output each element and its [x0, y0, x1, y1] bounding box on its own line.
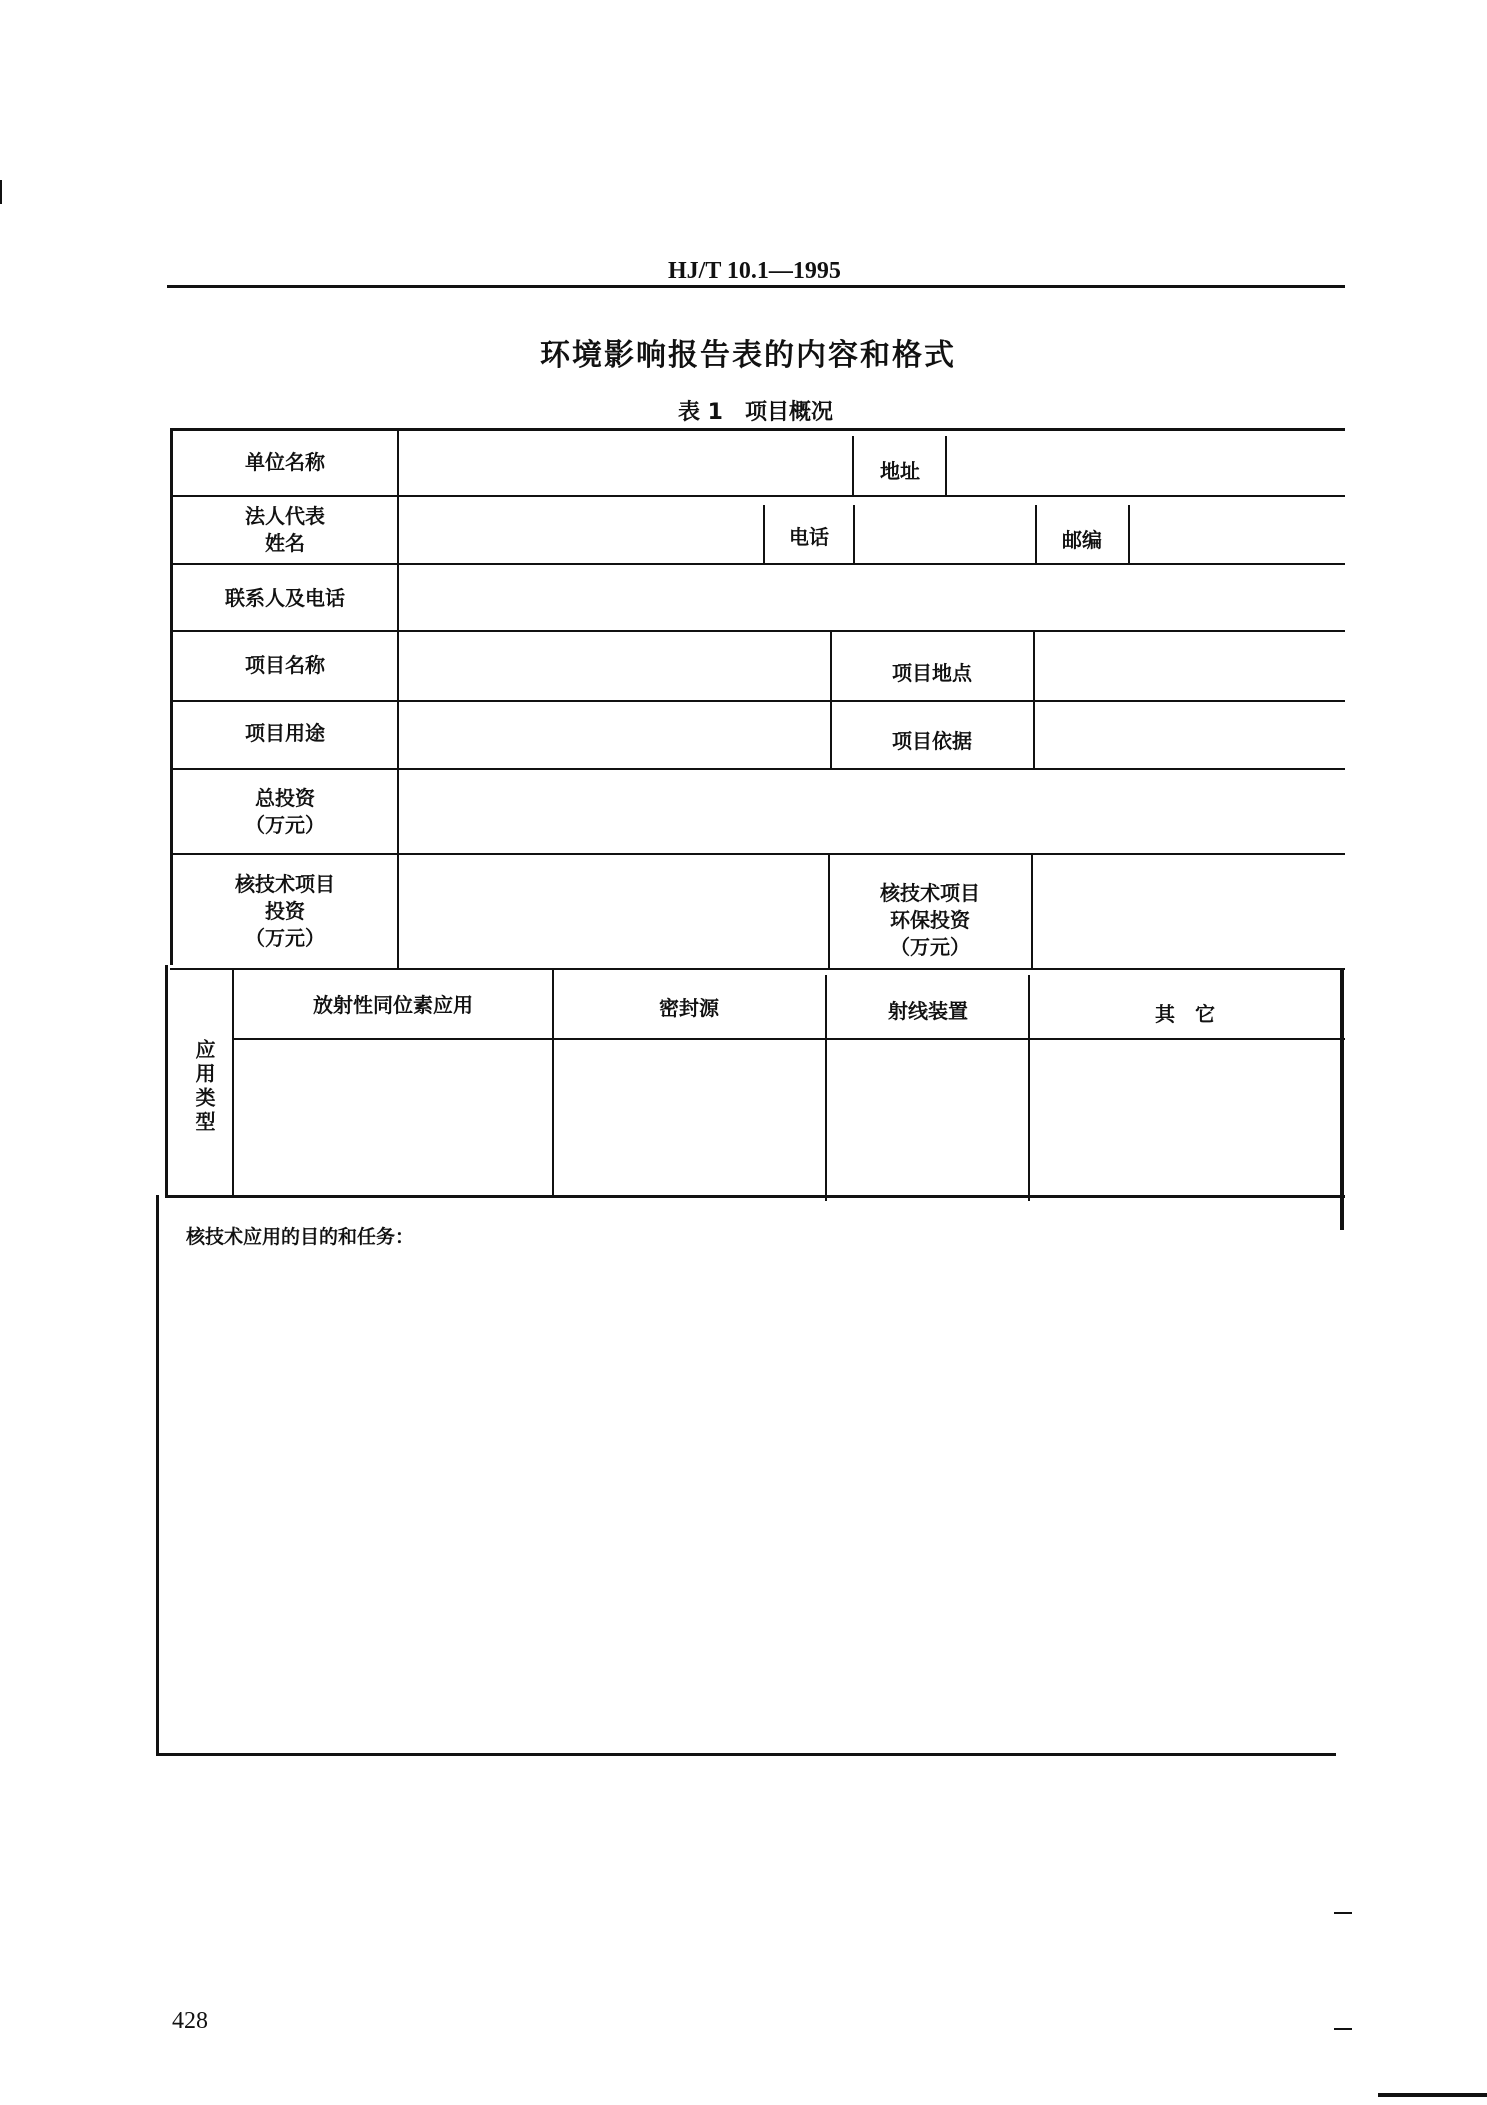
- row-divider: [232, 1038, 1345, 1040]
- nuc-env-label-line2: 环保投资: [890, 908, 970, 932]
- unit-name-label: 单位名称: [245, 450, 325, 474]
- postcode-label: 邮编: [1062, 528, 1102, 552]
- margin-mark: [1334, 2028, 1352, 2030]
- address-label: 地址: [880, 459, 920, 483]
- purpose-border-bottom: [156, 1753, 1336, 1756]
- nuc-invest-label-line2: 投资: [265, 899, 305, 923]
- margin-mark: [0, 180, 2, 204]
- col-isotope-header: 放射性同位素应用: [313, 993, 473, 1017]
- col-divider: [1028, 975, 1030, 1201]
- col-divider: [945, 436, 947, 496]
- standard-code: HJ/T 10.1—1995: [668, 258, 841, 284]
- nuc-invest-label-line3: （万元）: [245, 926, 325, 950]
- table-caption: 表 1 项目概况: [678, 400, 833, 425]
- project-use-label: 项目用途: [245, 721, 325, 745]
- header-rule: [167, 285, 1345, 288]
- legal-rep-label-line2: 姓名: [265, 531, 305, 555]
- contact-label: 联系人及电话: [225, 586, 345, 610]
- row-divider: [170, 768, 1345, 770]
- row-divider: [170, 630, 1345, 632]
- row-divider: [170, 563, 1345, 565]
- row-divider: [170, 853, 1345, 855]
- col-divider: [1128, 505, 1130, 565]
- col-divider: [397, 428, 399, 968]
- page-number: 428: [172, 2008, 208, 2034]
- total-invest-label-line2: （万元）: [245, 813, 325, 837]
- col-divider: [1033, 632, 1035, 770]
- nuc-env-label-line3: （万元）: [890, 935, 970, 959]
- col-divider: [852, 436, 854, 496]
- row-divider: [170, 968, 1345, 970]
- col-other-header: 其 它: [1155, 1002, 1215, 1026]
- document-title: 环境影响报告表的内容和格式: [540, 338, 956, 373]
- row-divider: [165, 1195, 1345, 1198]
- purpose-label: 核技术应用的目的和任务：: [186, 1226, 415, 1248]
- footer-rule: [1378, 2093, 1487, 2097]
- col-divider: [1031, 855, 1033, 968]
- nuc-invest-label-line1: 核技术项目: [235, 872, 335, 896]
- col-divider: [853, 505, 855, 565]
- project-basis-label: 项目依据: [892, 729, 972, 753]
- total-invest-label-line1: 总投资: [255, 786, 315, 810]
- col-divider: [552, 970, 554, 1196]
- project-name-label: 项目名称: [245, 653, 325, 677]
- table-border-top: [170, 428, 1345, 431]
- col-sealed-header: 密封源: [659, 996, 719, 1020]
- project-location-label: 项目地点: [892, 661, 972, 685]
- phone-label: 电话: [789, 525, 829, 549]
- row-divider: [170, 700, 1345, 702]
- nuc-env-label-line1: 核技术项目: [880, 881, 980, 905]
- table-border-left-lower: [165, 965, 168, 1197]
- table-border-left: [170, 428, 173, 965]
- row-divider: [170, 495, 1345, 497]
- legal-rep-label-line1: 法人代表: [245, 504, 325, 528]
- col-divider: [825, 975, 827, 1201]
- purpose-border-left: [156, 1195, 159, 1755]
- table-border-right: [1340, 968, 1344, 1230]
- col-ray-header: 射线装置: [888, 999, 968, 1023]
- margin-mark: [1334, 1912, 1352, 1914]
- application-type-label: 应用类型: [192, 1039, 216, 1135]
- col-divider: [232, 968, 234, 1196]
